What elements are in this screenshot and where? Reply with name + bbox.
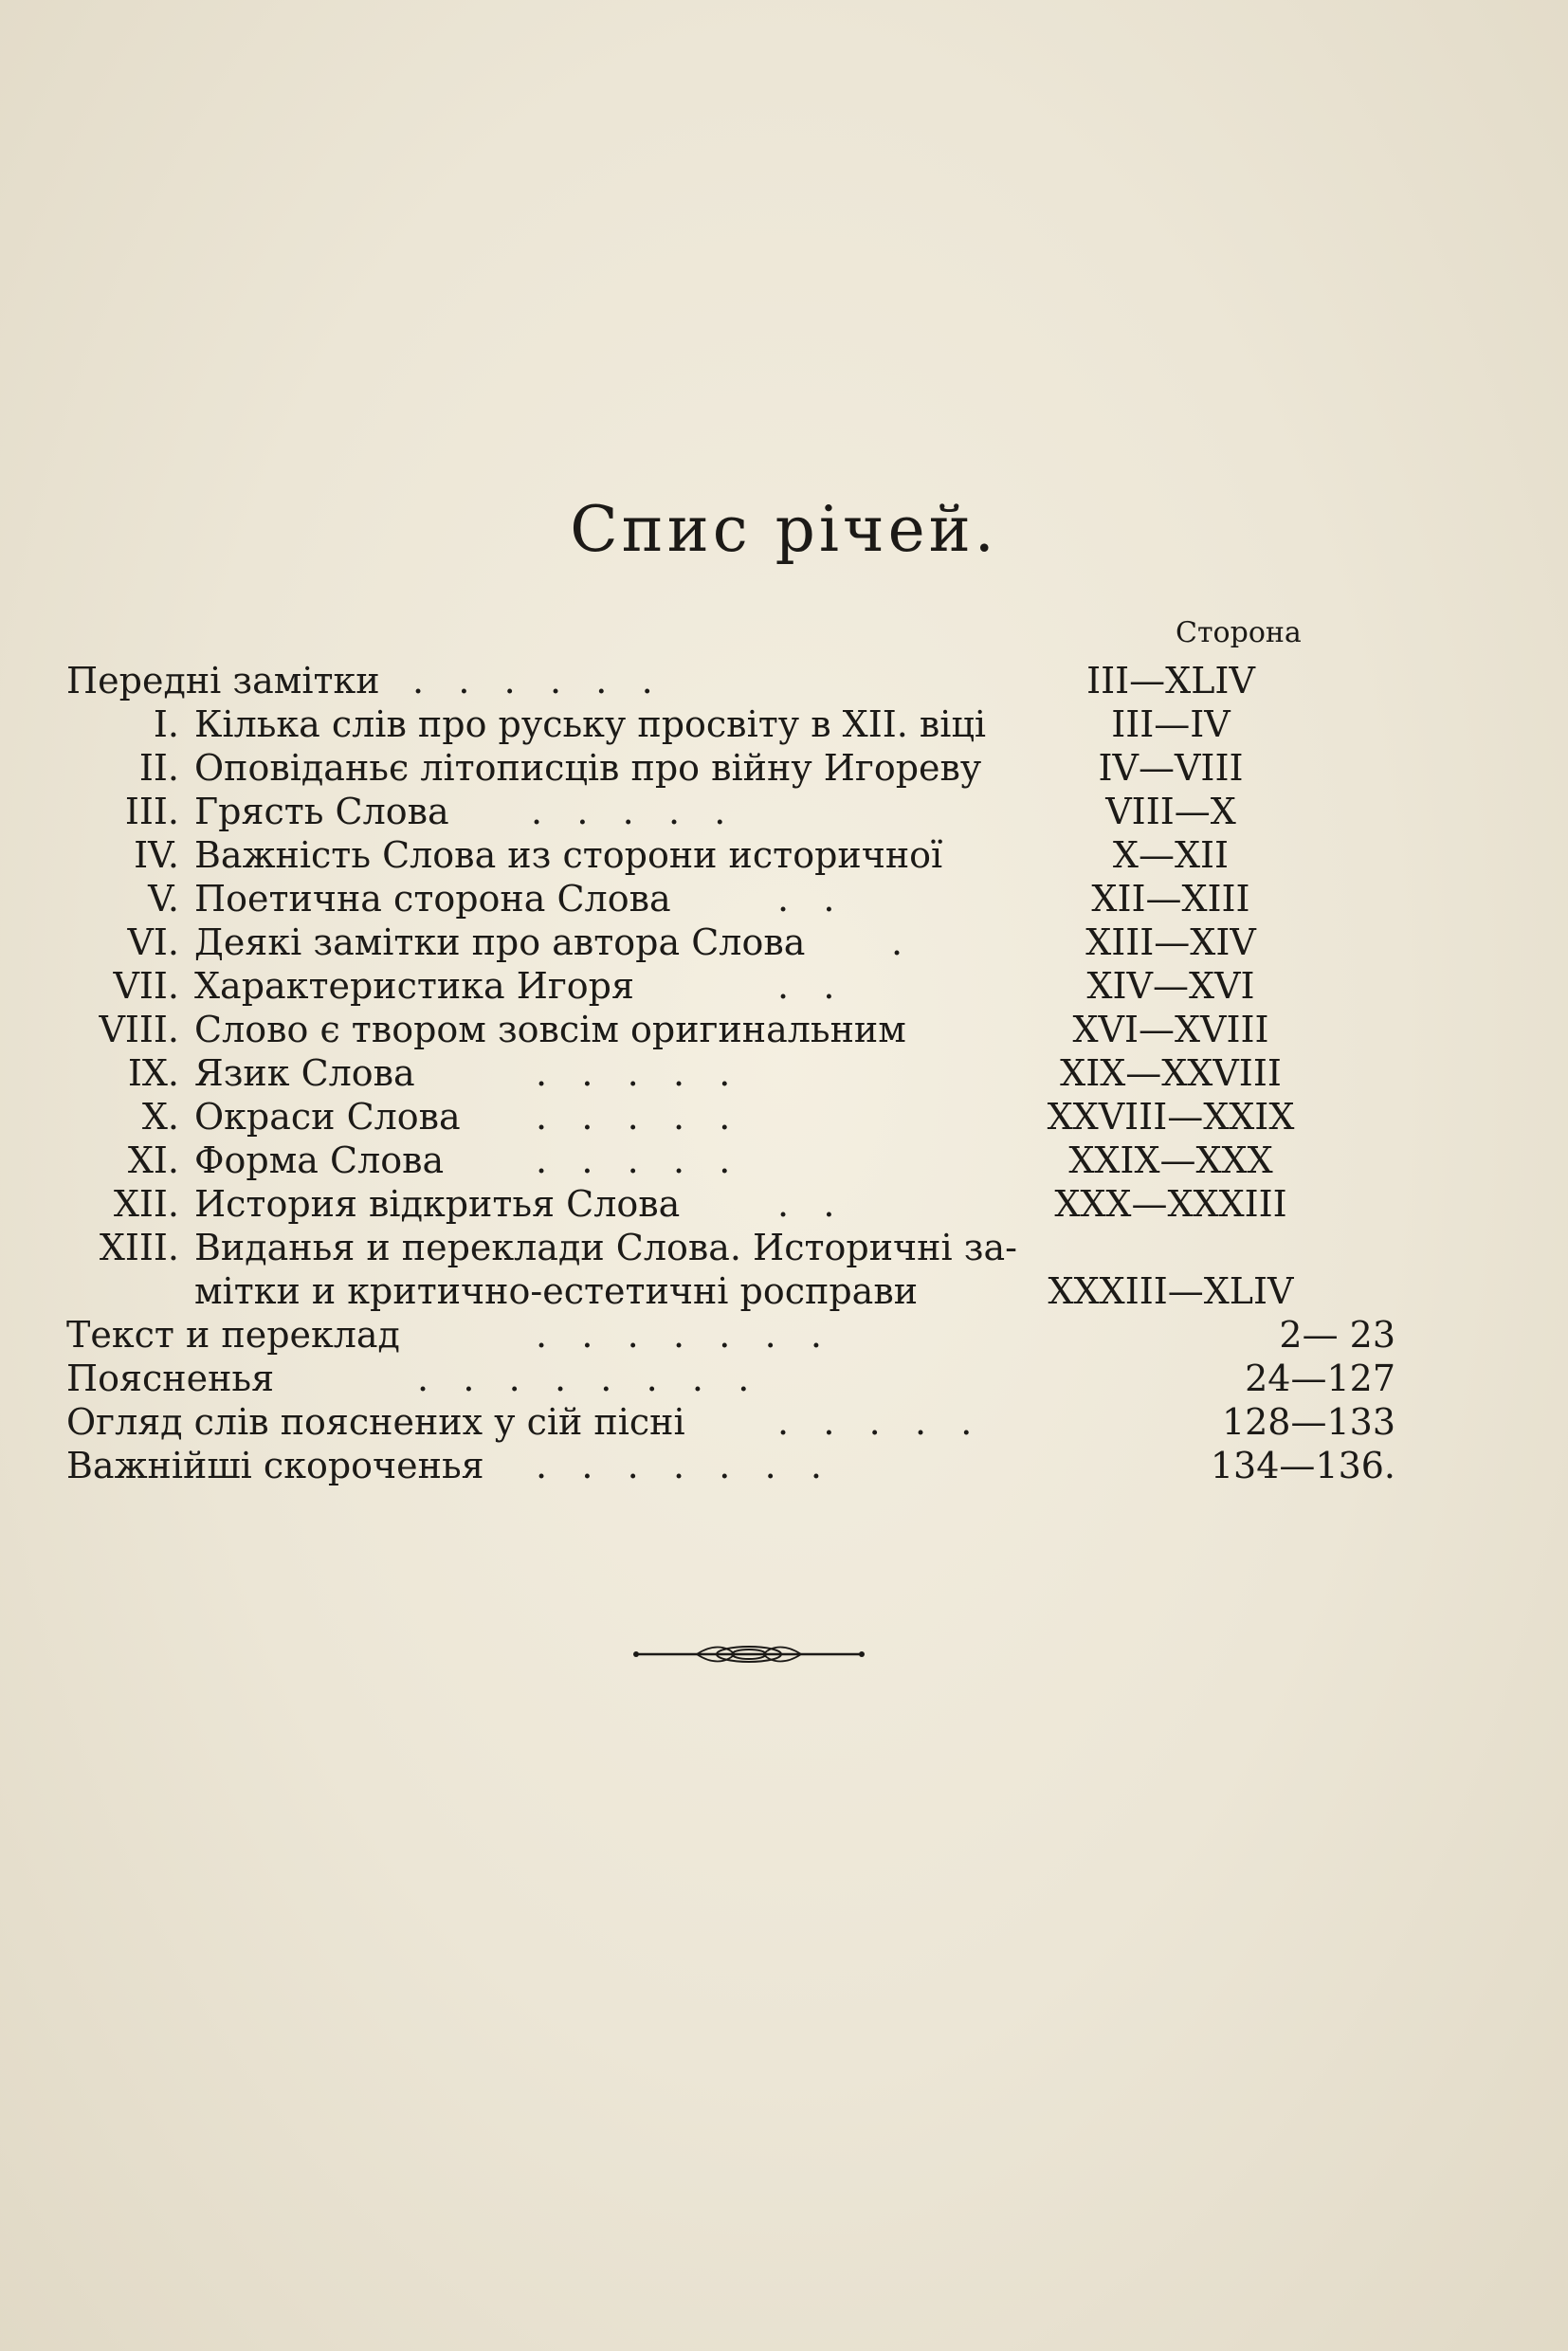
toc-entry-label: Характеристика Игоря	[194, 965, 634, 1007]
toc-entry-leader: . . . . . . . .	[417, 1358, 750, 1399]
toc-entry-pages: XXVIII—XXIX	[1047, 1096, 1295, 1138]
toc-entry-number: II.	[138, 747, 179, 789]
toc-entry-pages: XIX—XXVIII	[1060, 1052, 1282, 1094]
toc-entry	[0, 659, 1568, 702]
toc-entry-number: XIII.	[99, 1227, 179, 1268]
toc-entry-pages: XXIX—XXX	[1068, 1139, 1273, 1181]
toc-entry-label: Деякі замітки про автора Слова	[194, 921, 806, 963]
toc-entry-pages: VIII—X	[1105, 791, 1236, 832]
toc-entry-label: Важнійші скороченья	[66, 1445, 484, 1486]
toc-entry	[0, 1051, 1568, 1095]
toc-entry-leader: . . . . .	[536, 1096, 731, 1138]
toc-entry-pages: 134—136.	[1210, 1445, 1395, 1486]
toc-entry-label: Слово є твором зовсім оригинальним	[194, 1009, 906, 1050]
toc-entry-label: Важність Слова из сторони историчної	[194, 834, 943, 876]
toc-entry-leader: . .	[777, 878, 835, 920]
toc-entry	[0, 1444, 1568, 1487]
toc-entry-pages: 2— 23	[1279, 1314, 1395, 1356]
toc-entry-pages: XVI—XVIII	[1072, 1009, 1269, 1050]
toc-entry-pages: X—XII	[1112, 834, 1230, 876]
toc-entry-pages: 24—127	[1245, 1358, 1395, 1399]
toc-entry-number: V.	[148, 878, 179, 920]
toc-entry	[0, 833, 1568, 877]
toc-entry	[0, 1226, 1568, 1269]
toc-entry-pages: XIII—XIV	[1085, 921, 1256, 963]
toc-entry	[0, 1269, 1568, 1313]
ornamental-flourish-icon	[630, 1635, 867, 1673]
toc-entry	[0, 877, 1568, 920]
toc-entry-leader: . . . . . . .	[536, 1314, 822, 1356]
toc-entry	[0, 964, 1568, 1008]
toc-entry-pages: XIV—XVI	[1086, 965, 1255, 1007]
toc-entry-pages: III—IV	[1111, 703, 1231, 745]
toc-entry-label: Огляд слів пояснених у сій пісні	[66, 1401, 685, 1443]
toc-entry-leader: . .	[777, 965, 835, 1007]
toc-entry	[0, 746, 1568, 790]
toc-entry-label: Окраси Слова	[194, 1096, 461, 1138]
toc-entry-label: Поясненья	[66, 1358, 275, 1399]
toc-entry-leader: . .	[777, 1183, 835, 1225]
toc-entry	[0, 1313, 1568, 1357]
toc-entry-label: мітки и критично-естетичні росправи	[194, 1270, 919, 1312]
toc-entry-leader: . . . . .	[536, 1139, 731, 1181]
toc-entry-number: X.	[141, 1096, 179, 1138]
toc-entry-number: IX.	[127, 1052, 179, 1094]
toc-entry-number: I.	[153, 703, 179, 745]
toc-entry-number: VIII.	[99, 1009, 179, 1050]
toc-entry	[0, 1139, 1568, 1182]
page-title: Спис річей.	[570, 493, 998, 566]
toc-entry	[0, 1400, 1568, 1444]
toc-entry-label: Грясть Слова	[194, 791, 449, 832]
toc-entry-pages: 128—133	[1221, 1401, 1395, 1443]
toc-entry-leader: . . . . . .	[412, 660, 653, 702]
toc-entry-number: VI.	[127, 921, 179, 963]
toc-entry-pages: XXX—XXXIII	[1054, 1183, 1287, 1225]
toc-entry	[0, 702, 1568, 746]
toc-entry-label: Виданья и переклади Слова. Историчні за-	[194, 1227, 1017, 1268]
toc-entry-number: III.	[124, 791, 179, 832]
toc-entry	[0, 1357, 1568, 1400]
toc-entry-label: Текст и переклад	[66, 1314, 400, 1356]
toc-entry-leader: . . . . .	[777, 1401, 973, 1443]
toc-entry-label: Передні замітки	[66, 660, 380, 702]
toc-entry-label: История відкритья Слова	[194, 1183, 681, 1225]
toc-entry-label: Поетична сторона Слова	[194, 878, 671, 920]
toc-entry-leader: . . . . .	[536, 1052, 731, 1094]
toc-entry	[0, 790, 1568, 833]
toc-entry-label: Форма Слова	[194, 1139, 445, 1181]
toc-entry-pages: IV—VIII	[1098, 747, 1244, 789]
toc-entry-leader: . . . . . . .	[536, 1445, 822, 1486]
toc-entry-label: Язик Слова	[194, 1052, 415, 1094]
toc-entry-number: XI.	[127, 1139, 179, 1181]
toc-entry	[0, 1095, 1568, 1139]
page-column-header: Сторона	[1176, 616, 1302, 649]
toc-entry-leader: . . . . .	[531, 791, 726, 832]
toc-entry-number: IV.	[134, 834, 179, 876]
toc-entry-number: XII.	[113, 1183, 179, 1225]
toc-entry-pages: XXXIII—XLIV	[1048, 1270, 1294, 1312]
toc-entry	[0, 1182, 1568, 1226]
toc-entry	[0, 920, 1568, 964]
toc-entry-pages: XII—XIII	[1091, 878, 1250, 920]
toc-entry	[0, 1008, 1568, 1051]
toc-entry-pages: III—XLIV	[1086, 660, 1255, 702]
toc-entry-label: Кілька слів про руську просвіту в XII. віці	[194, 703, 987, 745]
toc-entry-leader: .	[891, 921, 903, 963]
toc-entry-label: Оповіданьє літописців про війну Игореву	[194, 747, 982, 789]
toc-entry-number: VII.	[113, 965, 179, 1007]
